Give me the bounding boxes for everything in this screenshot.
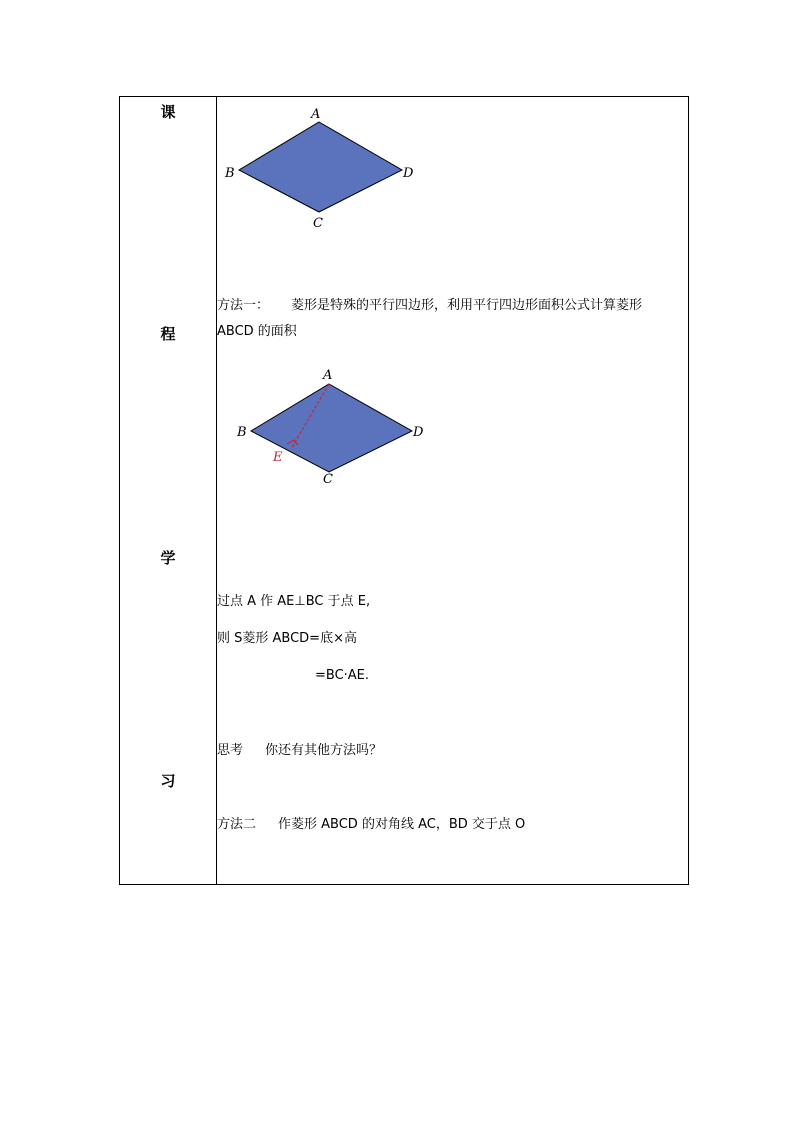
sidebar-char-1: 课	[160, 103, 176, 121]
label-b-1: B	[225, 166, 235, 181]
label-d-2: D	[413, 425, 424, 440]
label-c-1: C	[313, 216, 323, 231]
sidebar-char-2: 程	[160, 325, 176, 343]
rhombus-figure-2	[217, 365, 437, 505]
method2-body: 作菱形 ABCD 的对角线 AC，BD 交于点 O	[278, 817, 526, 832]
think-line	[217, 741, 382, 761]
rhombus-figure-1	[217, 97, 427, 231]
rhombus-shape-1	[239, 122, 402, 212]
label-e-2: E	[273, 450, 283, 465]
lesson-table	[119, 96, 689, 885]
method2-line	[217, 815, 525, 835]
think-label: 思考	[217, 743, 244, 758]
think-question: 你还有其他方法吗？	[265, 743, 383, 758]
sidebar-char-3: 学	[160, 549, 176, 567]
label-d-1: D	[403, 166, 414, 181]
label-a-2: A	[323, 368, 333, 383]
method2-label: 方法二	[217, 817, 257, 832]
proof-line3: =BC·AE.	[315, 668, 370, 683]
proof-line1: 过点 A 作 AE⊥BC 于点 E,	[217, 594, 371, 609]
label-b-2: B	[237, 425, 247, 440]
label-c-2: C	[323, 472, 333, 487]
proof-line2: 则 S菱形 ABCD=底×高	[217, 631, 357, 646]
method1-prefix: 方法一：	[217, 298, 270, 313]
method1-line1	[217, 296, 642, 316]
content-column	[217, 97, 688, 884]
label-a-1: A	[311, 107, 321, 122]
sidebar-char-4: 习	[160, 772, 176, 790]
method1-body: 菱形是特殊的平行四边形，利用平行四边形面积公式计算菱形	[291, 298, 643, 313]
method1-line2: ABCD 的面积	[217, 324, 297, 339]
